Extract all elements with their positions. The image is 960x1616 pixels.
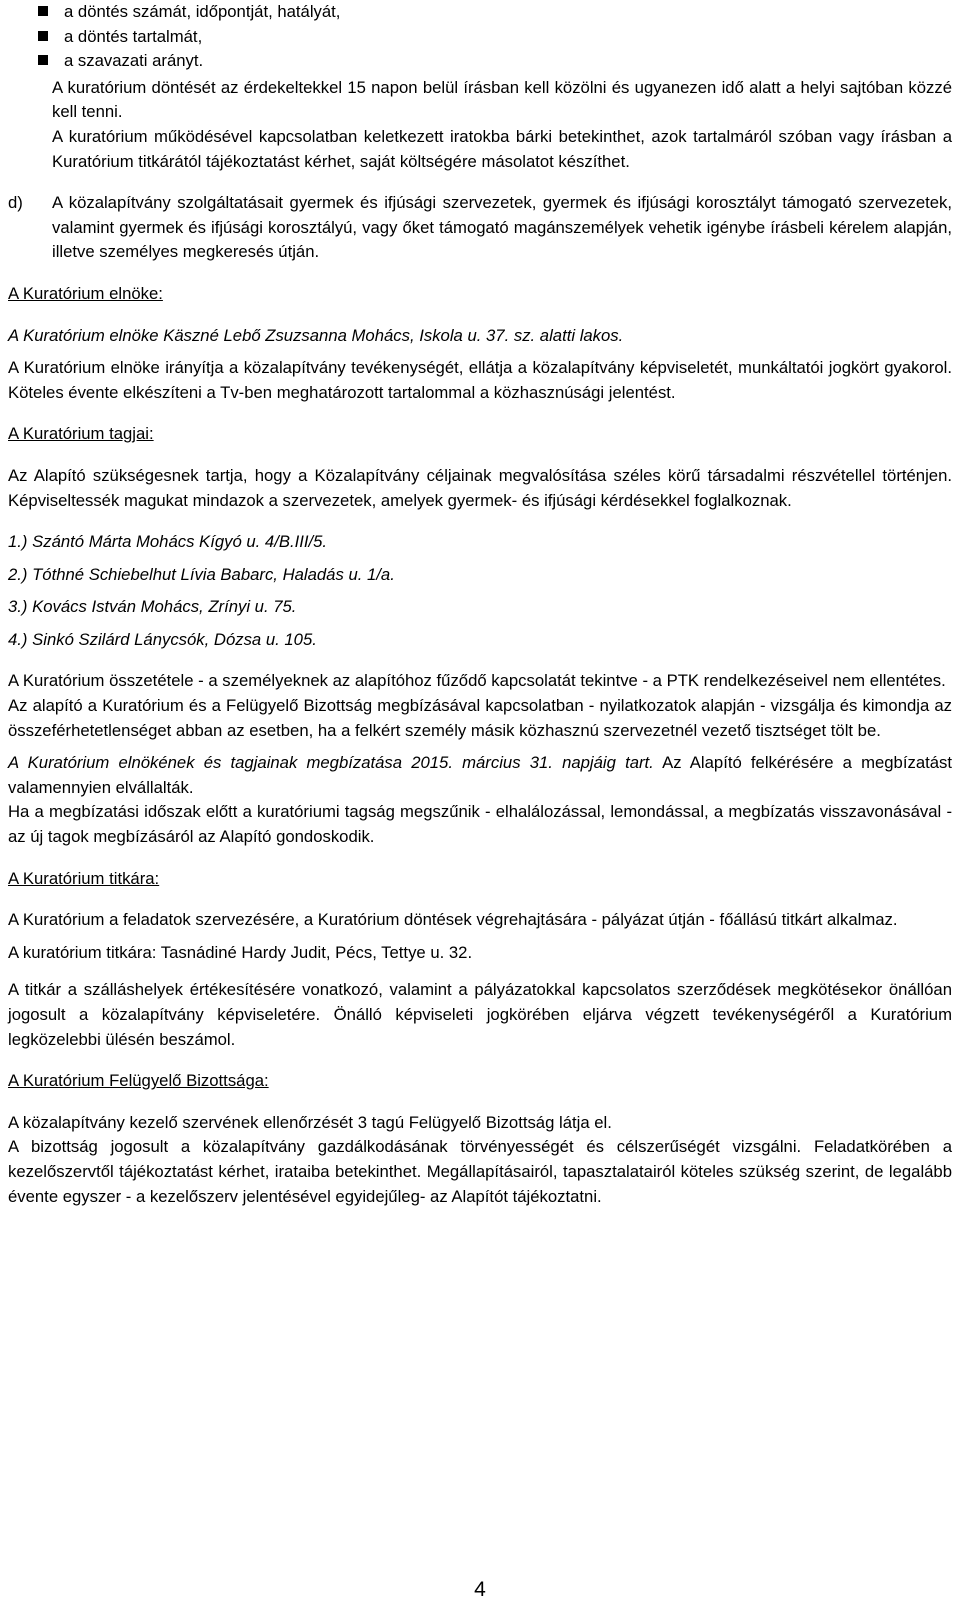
list-item: a döntés tartalmát, bbox=[64, 25, 952, 50]
secretary-employment: A Kuratórium a feladatok szervezésére, a Kuratórium döntések végrehajtására - pályázat útján - főállású titkárt alkalmaz. bbox=[8, 910, 898, 930]
termination-paragraph: Ha a megbízatási időszak előtt a kuratóriumi tagság megszűnik - elhalálozással, lemondással, a megbízatás visszavonásával - az új tagok megbízásáról az Alapító gondoskodik. bbox=[8, 802, 952, 847]
list-item: 1.) Szántó Márta Mohács Kígyó u. 4/B.III/5. bbox=[8, 532, 328, 552]
section-d-label: d) bbox=[8, 193, 23, 213]
notice-paragraph: A kuratórium döntését az érdekeltekkel 15 napon belül írásban kell közölni és ugyanezen idő alatt a helyi sajtóban közzé kell tenni. bbox=[52, 77, 952, 122]
declaration-paragraph: Az alapító a Kuratórium és a Felügyelő Bizottság megbízásával kapcsolatban - nyilatkozatok alapján - vizsgálja és kimondja az összeférhetetlenséget abban az esetben, ha a felkért személy másik közhasznú szervezetnél vezető tisztséget tölt be. bbox=[8, 696, 952, 740]
decision-record-list bbox=[8, 0, 952, 74]
supervisory-paragraph-1: A közalapítvány kezelő szervének ellenőrzését 3 tagú Felügyelő Bizottság látja el. bbox=[8, 1112, 612, 1132]
page-number: 4 bbox=[474, 1578, 486, 1601]
secretary-rights: A titkár a szálláshelyek értékesítésére vonatkozó, valamint a pályázatokkal kapcsolatos szerződések megkötésekor önállóan jogosult a közalapítvány képviseletére. Önálló képviseleti jogkörében eljárva végzett tevékenységéről a Kuratórium legközelebbi ülésén beszámol. bbox=[8, 980, 952, 1049]
supervisory-paragraph-2: A bizottság jogosult a közalapítvány gazdálkodásának törvényességét és célszerűségét vizsgálni. Feladatkörében a kezelőszervtől tájékoztatást kérhet, irataiba betekinthet. Megállapításairól, tapasztalatairól köteles szükség szerint, de legalább évente egyszer - a kezelőszerv jelentésével egyidejűleg- az Alapítót tájékoztatni. bbox=[8, 1137, 952, 1206]
chair-name: A Kuratórium elnöke Käszné Lebő Zsuzsanna Mohács, Iskola u. 37. sz. alatti lakos. bbox=[8, 325, 624, 345]
secretary-heading: A Kuratórium titkára: bbox=[8, 868, 160, 888]
composition-paragraph: A Kuratórium összetétele - a személyeknek az alapítóhoz fűződő kapcsolatát tekintve - a PTK rendelkezéseivel nem ellentétes. bbox=[8, 671, 946, 691]
square-bullet-icon bbox=[38, 31, 48, 41]
section-d-text: A közalapítvány szolgáltatásait gyermek és ifjúsági szervezetek, gyermek és ifjúsági korosztályt támogató szervezetek, valamint gyermek és ifjúsági korosztályú, vagy őket támogató magánszemélyek vehetik igénybe írásbeli kérelem alapján, illetve személyes megkeresés útján. bbox=[52, 193, 952, 262]
documents-paragraph: A kuratórium működésével kapcsolatban keletkezett iratokba bárki betekinthet, azok tartalmáról szóban vagy írásban a Kuratórium titkárától tájékoztatást kérhet, saját költségére másolatot készíthet. bbox=[52, 126, 952, 171]
list-item: 3.) Kovács István Mohács, Zrínyi u. 75. bbox=[8, 597, 297, 617]
list-item: a döntés számát, időpontját, hatályát, bbox=[64, 0, 952, 25]
members-heading: A Kuratórium tagjai: bbox=[8, 424, 154, 444]
supervisory-heading: A Kuratórium Felügyelő Bizottsága: bbox=[8, 1071, 269, 1091]
chair-duties: A Kuratórium elnöke irányítja a közalapítvány tevékenységét, ellátja a közalapítvány képviseletét, munkáltatói jogkört gyakorol. Köteles évente elkészíteni a Tv-ben meghatározott tartalommal a közhasznúsági jelentést. bbox=[8, 358, 952, 402]
list-item: a szavazati arányt. bbox=[64, 49, 952, 74]
members-intro: Az Alapító szükségesnek tartja, hogy a Közalapítvány céljainak megvalósítása széles körű társadalmi részvétellel történjen. Képviseltessék magukat mindazok a szervezetek, amelyek gyermek- és ifjúsági kérdésekkel foglalkoznak. bbox=[8, 465, 952, 510]
document-page bbox=[8, 0, 952, 1209]
secretary-name: A kuratórium titkára: Tasnádiné Hardy Judit, Pécs, Tettye u. 32. bbox=[8, 942, 473, 962]
list-item: 4.) Sinkó Szilárd Lánycsók, Dózsa u. 105. bbox=[8, 629, 317, 649]
mandate-paragraph bbox=[8, 751, 952, 800]
square-bullet-icon bbox=[38, 55, 48, 65]
members-list bbox=[8, 530, 952, 652]
square-bullet-icon bbox=[38, 6, 48, 16]
chair-heading: A Kuratórium elnöke: bbox=[8, 283, 163, 303]
mandate-italic: A Kuratórium elnökének és tagjainak megbízatása 2015. március 31. napjáig tart. bbox=[8, 753, 654, 773]
mandate-rest: Az Alapító felkérésére a megbízatást valamennyien elvállalták. bbox=[8, 753, 952, 797]
section-d bbox=[8, 191, 952, 265]
list-item: 2.) Tóthné Schiebelhut Lívia Babarc, Haladás u. 1/a. bbox=[8, 564, 395, 584]
